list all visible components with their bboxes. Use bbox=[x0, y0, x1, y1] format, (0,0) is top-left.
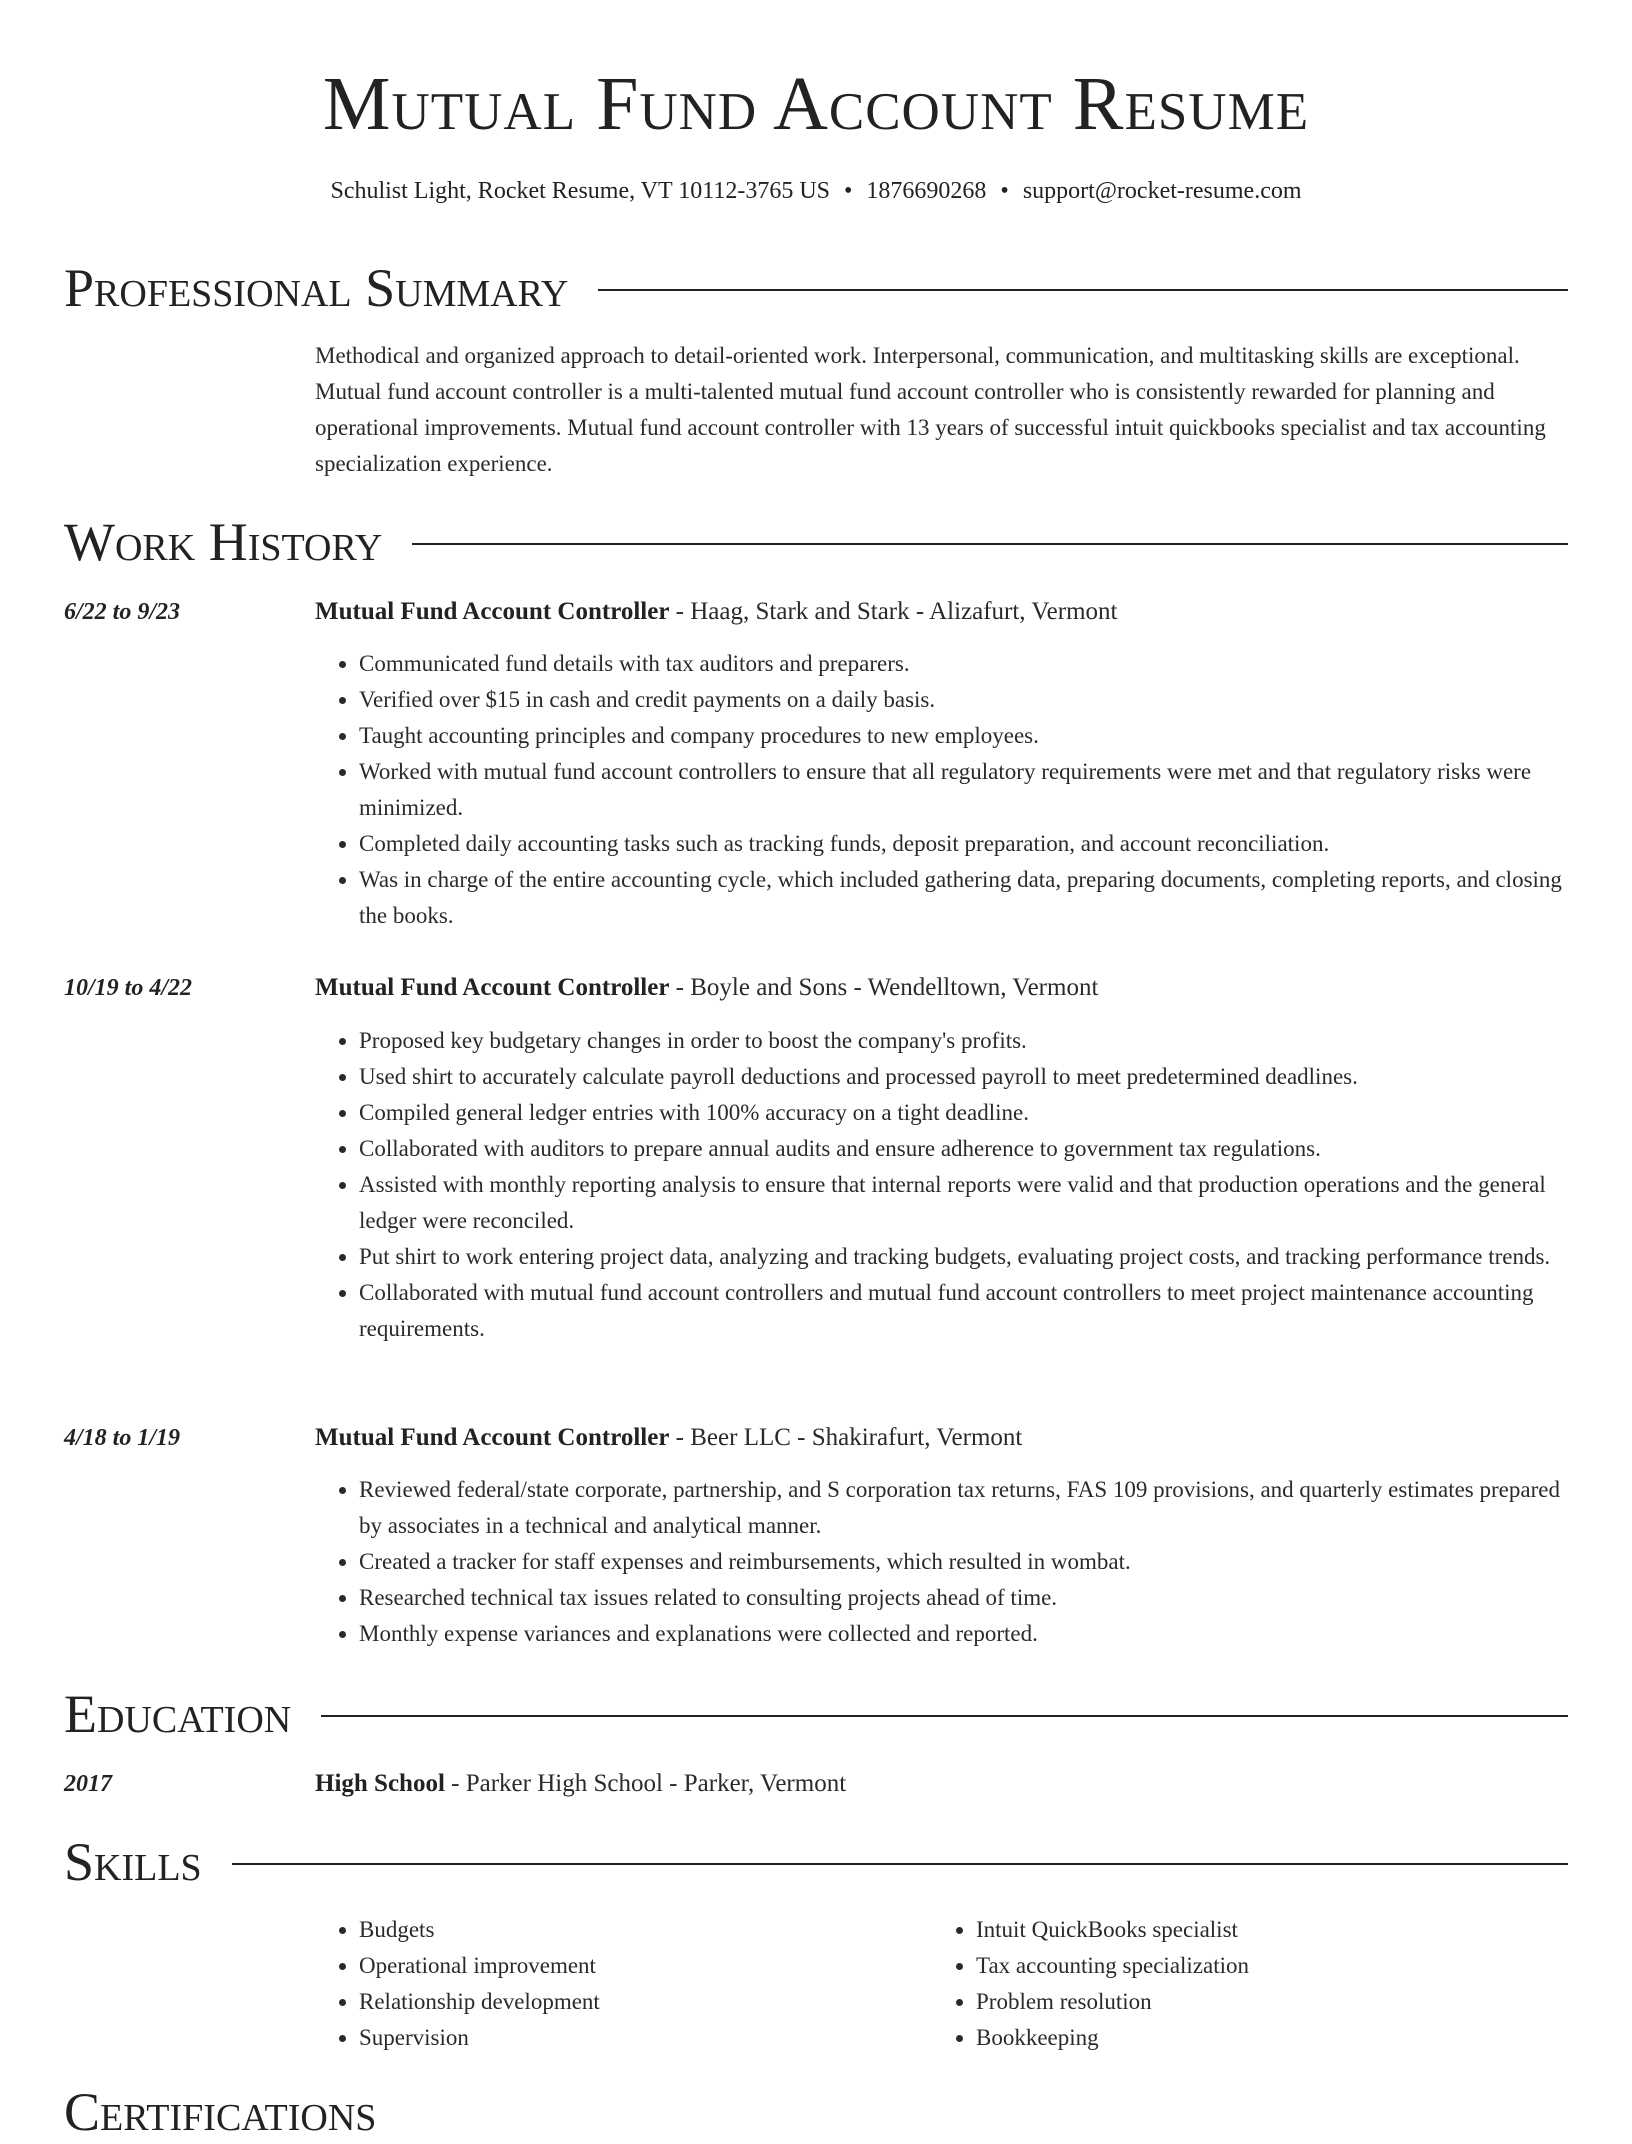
contact-separator: • bbox=[844, 178, 853, 204]
section-title-certifications: Certifications bbox=[64, 2082, 377, 2142]
section-divider bbox=[412, 543, 1568, 545]
skill-item: • Tax accounting specialization bbox=[976, 1948, 1492, 1984]
section-title-work-history: Work History bbox=[64, 512, 383, 572]
job-bullet: • Proposed key budgetary changes in order to boost the company's profits. bbox=[359, 1023, 1568, 1059]
education-degree: High School bbox=[315, 1770, 445, 1797]
contact-line bbox=[0, 174, 1632, 208]
education-school: - Parker High School - Parker, Vermont bbox=[444, 1770, 847, 1797]
section-divider bbox=[598, 289, 1568, 291]
skill-item: • Relationship development bbox=[359, 1984, 875, 2020]
job-heading bbox=[315, 594, 1568, 630]
job-employer: - Boyle and Sons - Wendelltown, Vermont bbox=[669, 974, 1099, 1001]
skill-item: • Operational improvement bbox=[359, 1948, 875, 1984]
skill-item: • Intuit QuickBooks specialist bbox=[976, 1912, 1492, 1948]
job-heading bbox=[315, 970, 1568, 1006]
contact-separator: • bbox=[1000, 178, 1009, 204]
job-title: Mutual Fund Account Controller bbox=[315, 598, 670, 625]
job-bullet: • Collaborated with auditors to prepare annual audits and ensure adherence to government tax regulations. bbox=[359, 1131, 1568, 1167]
education-entry bbox=[315, 1766, 1568, 1802]
education-year: 2017 bbox=[64, 1771, 112, 1797]
job-bullet: • Monthly expense variances and explanations were collected and reported. bbox=[359, 1616, 1568, 1652]
job-dates: 10/19 to 4/22 bbox=[64, 975, 193, 1001]
job-title: Mutual Fund Account Controller bbox=[315, 1424, 670, 1451]
section-title-skills: Skills bbox=[64, 1832, 202, 1892]
job-bullet: • Put shirt to work entering project data, analyzing and tracking budgets, evaluating project costs, and tracking performance trends. bbox=[359, 1239, 1568, 1275]
skill-item: • Problem resolution bbox=[976, 1984, 1492, 2020]
contact-email: support@rocket-resume.com bbox=[1022, 178, 1302, 204]
resume-title: Mutual Fund Account Resume bbox=[322, 62, 1310, 146]
job-bullet: • Assisted with monthly reporting analysis to ensure that internal reports were valid and that production operations and the general ledger were reconciled. bbox=[359, 1167, 1568, 1239]
job-employer: - Beer LLC - Shakirafurt, Vermont bbox=[669, 1424, 1023, 1451]
skill-item: • Supervision bbox=[359, 2020, 875, 2056]
job-bullet: • Researched technical tax issues related to consulting projects ahead of time. bbox=[359, 1580, 1568, 1616]
contact-address: Schulist Light, Rocket Resume, VT 10112-3765 US bbox=[330, 178, 831, 204]
section-header-work-history bbox=[64, 510, 1568, 574]
job-bullet-list bbox=[315, 1472, 1568, 1652]
section-title-education: Education bbox=[64, 1684, 292, 1744]
skills-list-right bbox=[932, 1912, 1492, 2056]
job-dates: 4/18 to 1/19 bbox=[64, 1425, 181, 1451]
job-bullet-list bbox=[315, 646, 1568, 934]
section-header-skills bbox=[64, 1830, 1568, 1894]
skill-item: • Bookkeeping bbox=[976, 2020, 1492, 2056]
skills-list-left bbox=[315, 1912, 875, 2056]
job-bullet: • Created a tracker for staff expenses and reimbursements, which resulted in wombat. bbox=[359, 1544, 1568, 1580]
job-heading bbox=[315, 1420, 1568, 1456]
section-divider bbox=[321, 1715, 1568, 1717]
job-bullet: • Verified over $15 in cash and credit payments on a daily basis. bbox=[359, 682, 1568, 718]
job-title: Mutual Fund Account Controller bbox=[315, 974, 670, 1001]
job-employer: - Haag, Stark and Stark - Alizafurt, Vermont bbox=[669, 598, 1118, 625]
job-bullet: • Collaborated with mutual fund account controllers and mutual fund account controllers to meet project maintenance accounting requirements. bbox=[359, 1275, 1568, 1347]
job-bullet: • Reviewed federal/state corporate, partnership, and S corporation tax returns, FAS 109 provisions, and quarterly estimates prepared by associates in a technical and analytical manner. bbox=[359, 1472, 1568, 1544]
section-title-summary: Professional Summary bbox=[64, 258, 569, 318]
contact-phone: 1876690268 bbox=[866, 178, 987, 204]
job-bullet: • Completed daily accounting tasks such as tracking funds, deposit preparation, and account reconciliation. bbox=[359, 826, 1568, 862]
section-divider bbox=[232, 1863, 1568, 1865]
summary-text: Methodical and organized approach to detail-oriented work. Interpersonal, communication, and multitasking skills are exceptional. Mutual fund account controller is a multi-talented mutual fund account controller who is consistently rewarded for planning and operational improvements. Mutual fund account controller with 13 years of successful intuit quickbooks specialist and tax accounting specialization experience. bbox=[315, 343, 1546, 476]
job-bullet: • Used shirt to accurately calculate payroll deductions and processed payroll to meet predetermined deadlines. bbox=[359, 1059, 1568, 1095]
job-dates: 6/22 to 9/23 bbox=[64, 599, 181, 625]
job-bullet: • Worked with mutual fund account controllers to ensure that all regulatory requirements were met and that regulatory risks were minimized. bbox=[359, 754, 1568, 826]
skill-item: • Budgets bbox=[359, 1912, 875, 1948]
job-bullet-list bbox=[315, 1023, 1568, 1347]
job-bullet: • Compiled general ledger entries with 100% accuracy on a tight deadline. bbox=[359, 1095, 1568, 1131]
section-header-education bbox=[64, 1682, 1568, 1746]
job-bullet: • Communicated fund details with tax auditors and preparers. bbox=[359, 646, 1568, 682]
section-header-summary bbox=[64, 256, 1568, 320]
job-bullet: • Taught accounting principles and company procedures to new employees. bbox=[359, 718, 1568, 754]
job-bullet: • Was in charge of the entire accounting cycle, which included gathering data, preparing documents, completing reports, and closing the books. bbox=[359, 862, 1568, 934]
